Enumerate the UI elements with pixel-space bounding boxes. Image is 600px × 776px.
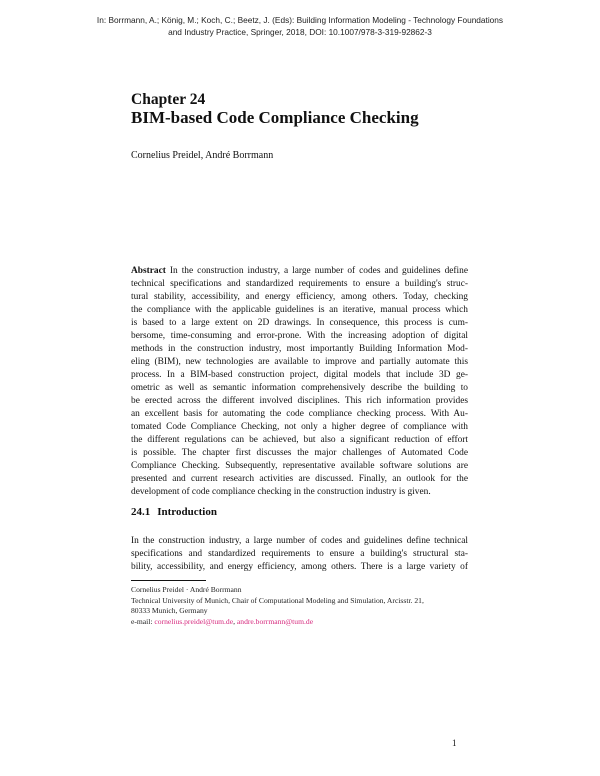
abstract bbox=[131, 265, 468, 499]
abstract-line: Compliance Checking. Subsequently, representative available software solutions are bbox=[131, 461, 468, 471]
email-link-preidel[interactable]: cornelius.preidel@tum.de bbox=[154, 616, 234, 626]
abstract-line: technical specifications and standardized requirements to ensure a building's struc- bbox=[131, 279, 468, 289]
section-number: 24.1 bbox=[131, 506, 151, 518]
abstract-line-text: In the construction industry, a large number of codes and guidelines define bbox=[165, 266, 468, 276]
section-heading bbox=[131, 506, 217, 518]
page-number: 1 bbox=[452, 738, 457, 748]
email-separator: , bbox=[233, 616, 237, 626]
footnote-address: 80333 Munich, Germany bbox=[131, 606, 208, 616]
abstract-line: is possible. The chapter first discusses the major challenges of Automated Code bbox=[131, 448, 468, 458]
footnote-affiliation: Technical University of Munich, Chair of Computational Modeling and Simulation, Arcisstr. 21, bbox=[131, 595, 424, 605]
abstract-line: tural stability, accessibility, and energy efficiency, among others. Today, checking bbox=[131, 292, 468, 302]
section-title: Introduction bbox=[157, 506, 217, 518]
abstract-label: Abstract bbox=[131, 266, 166, 276]
abstract-line: presented and current research activities are discussed. Finally, an outlook for the bbox=[131, 474, 468, 484]
intro-line: In the construction industry, a large number of codes and guidelines define technical bbox=[131, 536, 468, 546]
abstract-line: the different regulations can be achieved, but also a significant reduction of effort bbox=[131, 435, 468, 445]
chapter-title: BIM-based Code Compliance Checking bbox=[131, 108, 419, 127]
intro-line: bility, accessibility, and energy efficiency, among others. There is a large variety of bbox=[131, 562, 468, 572]
citation-line-2: and Industry Practice, Springer, 2018, DOI: 10.1007/978-3-319-92862-3 bbox=[168, 27, 432, 38]
abstract-line: is based to a large extent on 2D drawings. In consequence, this process is cum- bbox=[131, 318, 468, 328]
abstract-line: methods in the construction industry, most importantly Building Information Mod- bbox=[131, 344, 468, 354]
footnote-divider bbox=[131, 580, 206, 581]
abstract-line: development of code compliance checking in the construction industry is given. bbox=[131, 487, 431, 497]
chapter-number: Chapter 24 bbox=[131, 91, 206, 108]
abstract-line: bersome, time-consuming and error-prone. With the increasing adoption of digital bbox=[131, 331, 468, 341]
citation-header bbox=[40, 14, 560, 39]
footnote-email-line bbox=[131, 617, 468, 628]
abstract-line: tomated Code Compliance Checking, not only a higher degree of compliance with bbox=[131, 422, 468, 432]
abstract-line: be erected across the different involved disciplines. This rich information provides bbox=[131, 396, 468, 406]
citation-line-1: In: Borrmann, A.; König, M.; Koch, C.; Beetz, J. (Eds): Building Information Modeling - Technology Foundations bbox=[96, 15, 504, 25]
author-affiliation-footnote bbox=[131, 585, 468, 627]
abstract-line: ometric as well as semantic information comprehensively describe the building to bbox=[131, 383, 468, 393]
email-link-borrmann[interactable]: andre.borrmann@tum.de bbox=[236, 616, 314, 626]
email-label: e-mail: bbox=[131, 616, 155, 626]
intro-line: specifications and standardized requirements to ensure a building's structural sta- bbox=[131, 549, 468, 559]
abstract-line: an excellent basis for automating the code compliance checking process. With Au- bbox=[131, 409, 468, 419]
abstract-line bbox=[131, 265, 468, 278]
abstract-line: eling (BIM), new technologies are available to improve and partially automate this bbox=[131, 357, 468, 367]
intro-paragraph bbox=[131, 535, 468, 574]
abstract-line: the compliance with the applicable guidelines is an iterative, manual process which bbox=[131, 305, 468, 315]
abstract-line: process. In a BIM-based construction project, digital models that include 3D ge- bbox=[131, 370, 468, 380]
footnote-authors: Cornelius Preidel · André Borrmann bbox=[131, 585, 242, 594]
author-list: Cornelius Preidel, André Borrmann bbox=[131, 150, 274, 161]
